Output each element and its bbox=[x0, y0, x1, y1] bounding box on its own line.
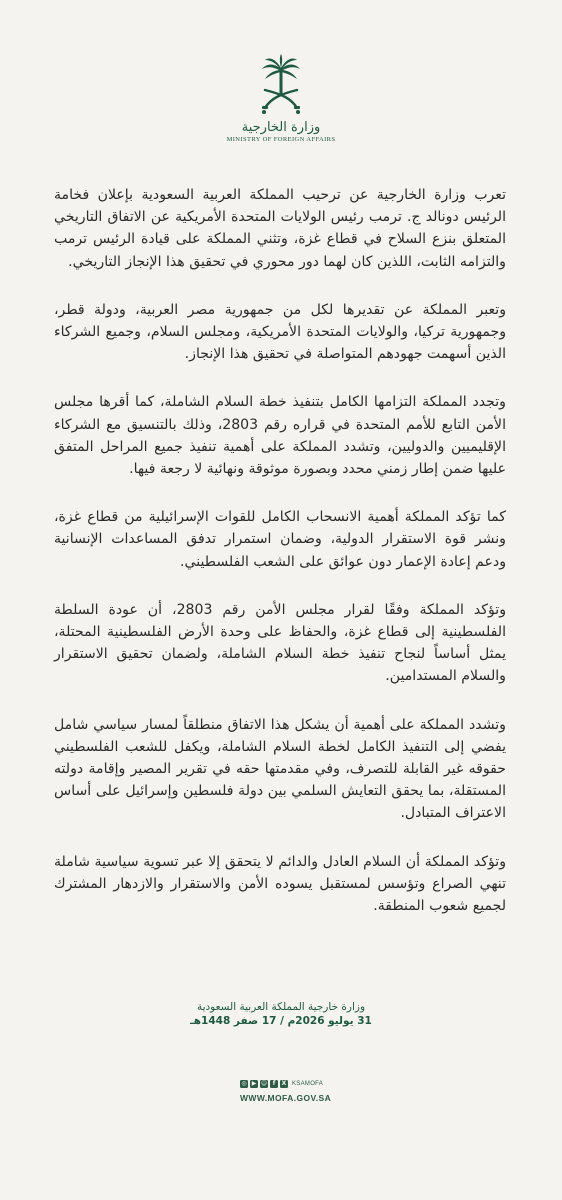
x-icon[interactable]: X bbox=[281, 1080, 287, 1087]
ministry-footer bbox=[240, 1080, 330, 1103]
signature-block bbox=[0, 1000, 562, 1028]
website-link[interactable]: WWW.MOFA.GOV.SA bbox=[240, 1093, 332, 1103]
saudi-emblem-palm-swords-icon bbox=[259, 54, 303, 116]
snapchat-icon[interactable]: ☺ bbox=[260, 1080, 268, 1087]
statement-paragraph: وتشدد المملكة على أهمية أن يشكل هذا الاتفاق منطلقاً لمسار سياسي شامل يفضي إلى التنفيذ الكامل لخطة السلام الشاملة، ويكفل للشعب الفلسطيني حقوقه غير القابلة للتصرف، وفي مقدمتها حقه في تقرير المصير وإقامة دولته المستقلة، بما يحقق التعايش السلمي بين دولة فلسطين وإسرائيل على أساس الاعتراف المتبادل. bbox=[54, 716, 506, 822]
statement-paragraph: وتعبر المملكة عن تقديرها لكل من جمهورية مصر العربية، ودولة قطر، وجمهورية تركيا، والولايات المتحدة الأمريكية، ومجلس السلام، وجميع الشركاء الذين أسهمت جهودهم المتواصلة في تحقيق هذا الإنجاز. bbox=[54, 301, 506, 363]
ministry-name-arabic: وزارة الخارجية bbox=[241, 120, 321, 135]
ministry-header bbox=[0, 54, 562, 143]
statement-paragraph: تعرب وزارة الخارجية عن ترحيب المملكة العربية السعودية بإعلان فخامة الرئيس دونالد ج. ترمب رئيس الولايات المتحدة الأمريكية عن الاتفاق التاريخي المتعلق بنزع السلاح في قطاع غزة، وتثني المملكة على قيادة الرئيس ترمب والتزامه الثابت، اللذين كان لهما دور محوري في تحقيق هذا الإنجاز التاريخي. bbox=[54, 187, 506, 270]
statement-paragraph: وتؤكد المملكة أن السلام العادل والدائم لا يتحقق إلا عبر تسوية سياسية شاملة تنهي الصراع وتؤسس لمستقبل يسوده الأمن والاستقرار والازدهار المشترك لجميع شعوب المنطقة. bbox=[54, 853, 506, 915]
signatory-name: وزارة خارجية المملكة العربية السعودية bbox=[196, 1001, 366, 1013]
social-handle: KSAMOFA bbox=[292, 1081, 324, 1087]
facebook-icon[interactable]: f bbox=[270, 1080, 278, 1088]
statement-body bbox=[54, 184, 506, 943]
statement-paragraph: وتجدد المملكة التزامها الكامل بتنفيذ خطة السلام الشاملة، كما أقرها مجلس الأمن التابع للأمم المتحدة في قراره رقم 2803، وذلك بالتنسيق مع الشركاء الإقليميين والدوليين، وتشدد المملكة على أهمية تنفيذ جميع المراحل المتفق عليها ضمن إطار زمني محدد وبصورة موثوقة ونهائية لا رجعة فيها. bbox=[54, 394, 506, 478]
statement-paragraph: كما تؤكد المملكة أهمية الانسحاب الكامل للقوات الإسرائيلية من قطاع غزة، ونشر قوة الاستقرار الدولية، وضمان استمرار تدفق المساعدات الإنسانية ودعم إعادة الإعمار دون عوائق على الشعب الفلسطيني. bbox=[54, 509, 506, 570]
instagram-icon[interactable]: ◎ bbox=[241, 1080, 247, 1087]
ministry-name-english: MINISTRY OF FOREIGN AFFAIRS bbox=[226, 136, 336, 143]
statement-date: 31 يوليو 2026م / 17 صفر 1448هـ bbox=[190, 1015, 372, 1027]
statement-paragraph: وتؤكد المملكة وفقًا لقرار مجلس الأمن رقم 2803، أن عودة السلطة الفلسطينية إلى قطاع غزة، والحفاظ على وحدة الأرض الفلسطينية المحتلة، يمثل أساساً لنجاح تنفيذ خطة السلام الشاملة، ولضمان تحقيق الاستقرار والسلام المستدامين. bbox=[54, 601, 507, 685]
youtube-icon[interactable]: ▶ bbox=[251, 1080, 257, 1087]
social-links bbox=[240, 1080, 330, 1088]
